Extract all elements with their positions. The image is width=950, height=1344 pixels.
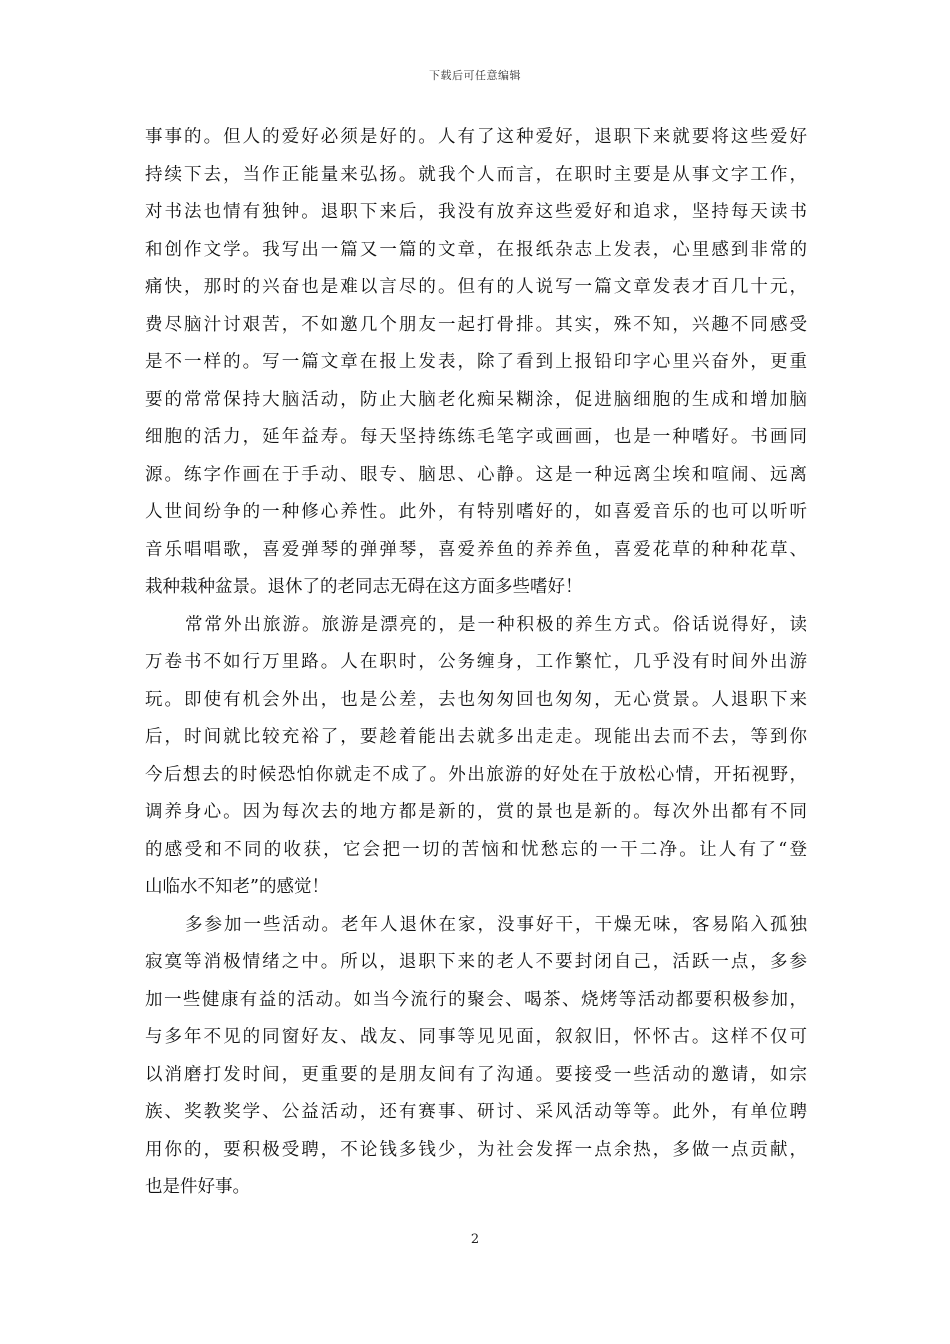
text-line: 寂寞等消极情绪之中。所以，退职下来的老人不要封闭自己，活跃一点，多参 (145, 952, 807, 972)
text-line: 多参加一些活动。老年人退休在家，没事好干，干燥无味，客易陷入孤独 (185, 914, 807, 935)
text-line: 和创作文学。我写出一篇又一篇的文章，在报纸杂志上发表，心里感到非常的 (145, 239, 807, 260)
text-line: 持续下去，当作正能量来弘扬。就我个人而言，在职时主要是从事文字工作， (145, 164, 807, 185)
text-line: 栽种栽种盆景。退休了的老同志无碍在这方面多些嗜好！ (145, 577, 583, 597)
text-line: 万卷书不如行万里路。人在职时，公务缠身，工作繁忙，几乎没有时间外出游 (145, 652, 807, 672)
paragraph-activities (145, 907, 807, 1207)
text-line: 痛快，那时的兴奋也是难以言尽的。但有的人说写一篇文章发表才百几十元， (145, 277, 807, 297)
text-line: 调养身心。因为每次去的地方都是新的，赏的景也是新的。每次外出都有不同 (145, 802, 807, 822)
text-line: 用你的，要积极受聘，不论钱多钱少，为社会发挥一点余热，多做一点贡献， (145, 1139, 807, 1160)
text-line: 今后想去的时候恐怕你就走不成了。外出旅游的好处在于放松心情，开拓视野， (145, 764, 807, 785)
page-header: 下载后可任意编辑 (429, 69, 521, 82)
text-line: 以消磨打发时间，更重要的是朋友间有了沟通。要接受一些活动的邀请，如宗 (145, 1064, 807, 1085)
text-line: 事事的。但人的爱好必须是好的。人有了这种爱好，退职下来就要将这些爱好 (145, 127, 807, 147)
text-line: 人世间纷争的一种修心养性。此外，有特别嗜好的，如喜爱音乐的也可以听听 (145, 502, 807, 522)
text-line: 也是件好事。 (145, 1177, 250, 1197)
text-line: 是不一样的。写一篇文章在报上发表，除了看到上报铅印字心里兴奋外，更重 (145, 352, 807, 372)
text-line: 加一些健康有益的活动。如当今流行的聚会、喝茶、烧烤等活动都要积极参加， (145, 989, 807, 1010)
text-line: 族、奖教奖学、公益活动，还有赛事、研讨、采风活动等等。此外，有单位聘 (145, 1102, 807, 1122)
text-line: 费尽脑汁讨艰苦，不如邀几个朋友一起打骨排。其实，殊不知，兴趣不同感受 (145, 314, 807, 335)
text-line: 源。练字作画在于手动、眼专、脑思、心静。这是一种远离尘埃和喧闹、远离 (145, 464, 807, 485)
text-line: 对书法也情有独钟。退职下来后，我没有放弃这些爱好和追求，坚持每天读书 (145, 202, 807, 222)
text-line: 山临水不知老”的感觉！ (145, 877, 329, 897)
page-number: 2 (470, 1232, 480, 1247)
text-line: 细胞的活力，延年益寿。每天坚持练练毛笔字或画画，也是一种嗜好。书画同 (145, 427, 807, 447)
text-line: 玩。即使有机会外出，也是公差，去也匆匆回也匆匆，无心赏景。人退职下来 (145, 689, 807, 710)
text-line: 与多年不见的同窗好友、战友、同事等见见面，叙叙旧，怀怀古。这样不仅可 (145, 1027, 807, 1047)
text-line: 要的常常保持大脑活动，防止大脑老化痴呆糊涂，促进脑细胞的生成和增加脑 (145, 389, 807, 410)
document-body (145, 119, 807, 1207)
text-line: 的感受和不同的收获，它会把一切的苦恼和忧愁忘的一干二净。让人有了“登 (145, 839, 807, 860)
paragraph-hobbies (145, 119, 807, 607)
paragraph-travel (145, 607, 807, 907)
text-line: 常常外出旅游。旅游是漂亮的，是一种积极的养生方式。俗话说得好，读 (185, 614, 807, 635)
text-line: 音乐唱唱歌，喜爱弹琴的弹弹琴，喜爱养鱼的养养鱼，喜爱花草的种种花草、 (145, 539, 807, 560)
text-line: 后，时间就比较充裕了，要趁着能出去就多出走走。现能出去而不去，等到你 (145, 727, 807, 747)
